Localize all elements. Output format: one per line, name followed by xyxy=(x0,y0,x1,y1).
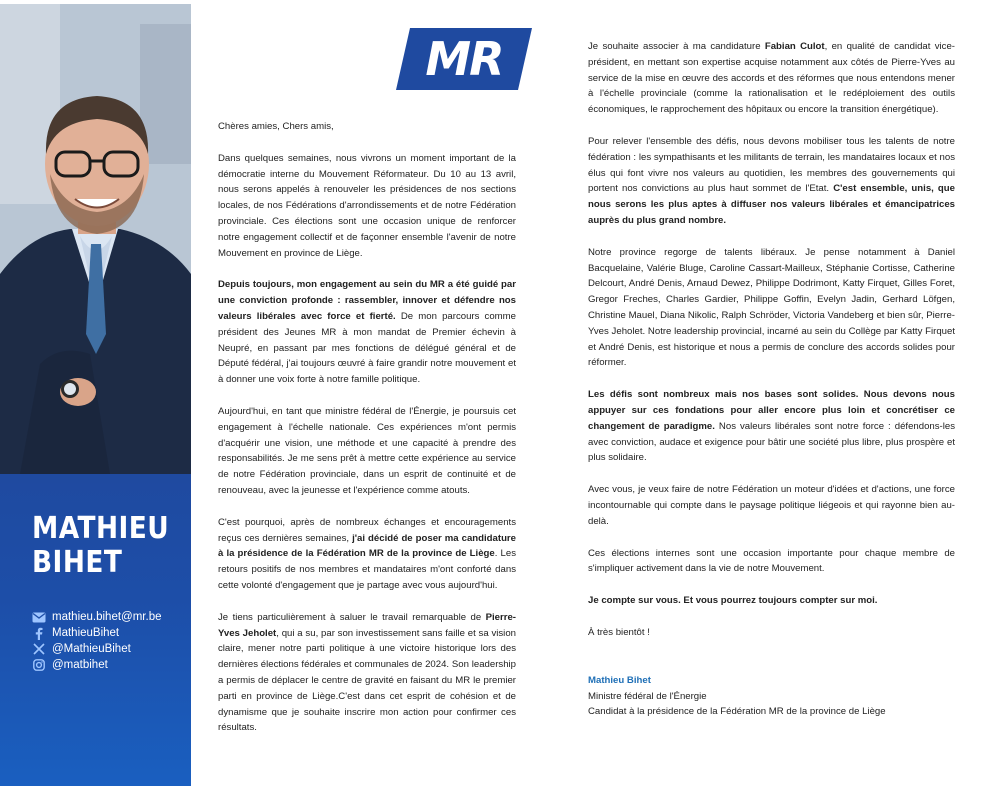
candidate-photo xyxy=(0,4,191,474)
contact-x-text: @MathieuBihet xyxy=(52,643,131,655)
contact-instagram-text: @matbihet xyxy=(52,659,108,671)
sidebar xyxy=(0,0,191,786)
closing: À très bientôt ! xyxy=(588,626,650,638)
contact-facebook[interactable] xyxy=(32,625,161,641)
paragraph-3: Aujourd'hui, en tant que ministre fédéral de l'Énergie, je poursuis cet engagement à l'échelle nationale. Ces expériences m'ont permis d'acquérir une vision, une méthode et une capacité à prendre des responsabilités. Je me sens prêt à mettre cette expérience au service de notre Fédération provinciale, dans un esprit de continuité et de renouveau, avec la jeunesse et l'expérience comme atouts. xyxy=(218,405,516,496)
instagram-icon xyxy=(32,659,46,671)
paragraph-6-b: , en qualité de candidat vice-président, en mettant son expertise acquise notamment aux côtés de Pierre-Yves au service de la mise en œuvre des accords et des réformes que nous entendons mener à l'échelle provinciale (comme la rationalisation et le redéploiement des outils économiques, le rapprochement des hôpitaux ou encore la transition énergétique). xyxy=(588,41,955,116)
name-line-1: MATHIEU xyxy=(32,511,170,546)
signature-name: Mathieu Bihet xyxy=(588,674,651,686)
paragraph-5 xyxy=(218,610,516,736)
greeting: Chères amies, Chers amis, xyxy=(218,121,334,132)
paragraph-4-bold: j'ai décidé de poser ma candidature à la présidence de la Fédération MR de la province de Liège xyxy=(218,532,516,560)
paragraph-5-a: Je tiens particulièrement à saluer le travail remarquable de xyxy=(218,611,486,623)
paragraph-8: Notre province regorge de talents libéraux. Je pense notamment à Daniel Bacquelaine, Valérie Bluge, Caroline Cassart-Mailleux, Stéphanie Cortisse, Catherine Delcourt, André Denis, Arnaud Dewez, Philippe Dodrimont, Katty Firquet, Gilles Foret, Gregor Freches, Charles Gardier, Philippe Goffin, Evelyn Jadin, Gerhard Löfgen, Christine Mauel, Diana Nikolic, Ralph Schröder, Victoria Vandeberg et bien sûr, Pierre-Yves Jeholet. Notre leadership provincial, incarné au sein du Collège par Katty Firquet et André Denis, est historique et nous a permis de conclure des accords solides pour réformer. xyxy=(588,246,955,369)
contact-email-text: mathieu.bihet@mr.be xyxy=(52,611,162,623)
contact-x[interactable] xyxy=(32,641,161,657)
paragraph-7-a: Pour relever l'ensemble des défis, nous devons mobiliser tous les talents de notre fédération : les sympathisants et les militants de terrain, les mandataires locaux et nos élus qui font vivre nos valeurs au quotidien, les membres des gouvernements qui portent nos convictions au plus haut sommet de l'Etat. xyxy=(588,135,955,195)
paragraph-9-bold: Les défis sont nombreux mais nos bases sont solides. Nous devons nous appuyer sur ces fondations pour aller encore plus loin et concrétiser ce changement de paradigme. xyxy=(588,389,955,432)
letter-column-left xyxy=(218,119,516,736)
paragraph-4-a: C'est pourquoi, après de nombreux échanges et encouragements reçus ces dernières semaines, xyxy=(218,516,516,544)
paragraph-2-rest: De mon parcours comme président des Jeunes MR à mon mandat de Premier échevin à Neupré, en passant par mes fonctions de délégué général et de Député fédéral, j'ai toujours œuvré à faire grandir notre mouvement et à donner une voix forte à notre famille politique. xyxy=(218,310,516,386)
paragraph-12 xyxy=(588,593,955,609)
name-line-2: BIHET xyxy=(32,545,123,580)
paragraph-7 xyxy=(588,134,955,229)
paragraph-6-bold: Fabian Culot xyxy=(764,41,825,52)
paragraph-1: Dans quelques semaines, nous vivrons un moment important de la démocratie interne du Mouvement Réformateur. Du 10 au 13 avril, nous serons appelés à renouveler les présidences de nos sections locales, de nos Fédérations d'arrondissements et de notre Fédération provinciale. Ces élections sont une occasion unique de renforcer notre engagement collectif et de façonner ensemble l'avenir de notre Mouvement en province de Liège. xyxy=(218,152,516,259)
contact-instagram[interactable] xyxy=(32,657,161,673)
contact-email[interactable] xyxy=(32,609,161,625)
paragraph-6 xyxy=(588,39,955,118)
email-icon xyxy=(32,611,46,623)
paragraph-10: Avec vous, je veux faire de notre Fédération un moteur d'idées et d'actions, une force incontournable qui compte dans le paysage politique liégeois et qui rayonne bien au-delà. xyxy=(588,484,955,527)
paragraph-5-b: , qui a su, par son investissement sans faille et sa vision claire, mener notre parti politique à une victoire historique lors des dernières élections fédérales et communales de 2024. Son leadership a permis de déplacer le centre de gravité en faisant du MR le premier parti en province de Liège.C'est dans cet esprit de cohésion et de dynamisme que je souhaite inscrire mon action pour confirmer ces résultats. xyxy=(218,627,516,734)
x-twitter-icon xyxy=(32,643,46,655)
paragraph-4 xyxy=(218,515,516,594)
paragraph-7-bold: C'est ensemble, unis, que nous serons les plus aptes à diffuser nos valeurs libérales et émancipatrices auprès du plus grand nombre. xyxy=(588,183,955,226)
paragraph-12-bold: Je compte sur vous. Et vous pourrez toujours compter sur moi. xyxy=(588,595,878,607)
paragraph-9-rest: Nos valeurs libérales sont notre force : défendons-les avec conviction, audace et exigence pour bâtir une société plus libre, plus prospère et plus solidaire. xyxy=(588,420,956,464)
signature-title-2: Candidat à la présidence de la Fédération MR de la province de Liège xyxy=(588,706,886,718)
paragraph-9 xyxy=(588,387,955,466)
letter-column-right xyxy=(588,39,955,720)
paragraph-6-a: Je souhaite associer à ma candidature xyxy=(588,41,765,52)
mr-logo-text: MR xyxy=(425,32,503,86)
contact-list xyxy=(32,609,161,673)
contact-facebook-text: MathieuBihet xyxy=(52,627,120,639)
mr-logo xyxy=(396,28,532,90)
paragraph-2 xyxy=(218,277,516,388)
paragraph-11: Ces élections internes sont une occasion importante pour chaque membre de s'impliquer activement dans la vie de notre Mouvement. xyxy=(588,547,955,575)
candidate-name xyxy=(32,512,169,580)
paragraph-5-bold: Pierre-Yves Jeholet xyxy=(218,611,516,639)
facebook-icon xyxy=(32,627,46,639)
signature-title-1: Ministre fédéral de l'Énergie xyxy=(588,690,707,702)
paragraph-2-bold: Depuis toujours, mon engagement au sein du MR a été guidé par une conviction profonde : rassembler, innover et défendre nos valeurs libérales avec force et fierté. xyxy=(218,279,516,322)
paragraph-4-b: . Les retours positifs de nos membres et mandataires m'ont conforté dans cette volonté d'engagement que je partage avec vous aujourd'hui. xyxy=(218,548,516,591)
